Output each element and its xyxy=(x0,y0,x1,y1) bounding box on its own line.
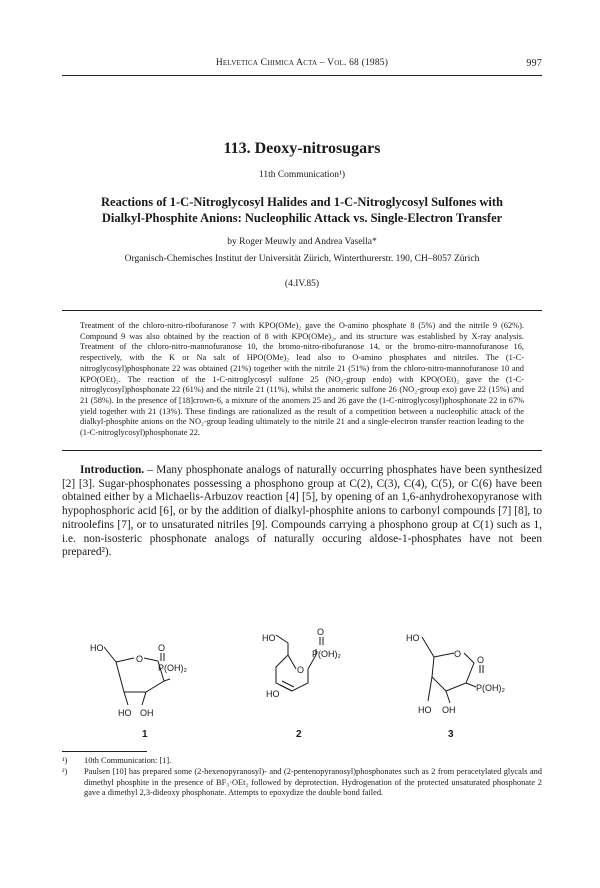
abstract xyxy=(80,321,524,439)
structure-2-ho: HO xyxy=(262,633,276,643)
structure-1-ho-2: HO xyxy=(118,708,132,718)
structure-2-double-bond xyxy=(280,681,294,691)
structure-3-oh: OH xyxy=(442,705,456,715)
abstract-top-rule xyxy=(62,310,542,311)
structure-1-poh2: P(OH)₂ xyxy=(158,663,187,673)
header-rule xyxy=(62,75,542,76)
structure-2-poh2: P(OH)₂ xyxy=(312,649,341,659)
structure-1-ring-o: O xyxy=(136,654,144,664)
footnote-1 xyxy=(62,756,542,767)
introduction-paragraph xyxy=(62,464,542,560)
structure-3-ring-o: O xyxy=(454,649,462,659)
structure-3-ho: HO xyxy=(406,633,420,643)
introduction-heading: Introduction. xyxy=(80,464,145,476)
structure-2-po-double-bond xyxy=(320,637,323,645)
paper-heading xyxy=(62,194,542,226)
structure-label-2: 2 xyxy=(296,729,302,740)
authors: by Roger Meuwly and Andrea Vasella* xyxy=(227,237,377,247)
structure-1-po-double-bond xyxy=(161,653,164,661)
structure-label-1: 1 xyxy=(142,729,148,740)
footnote-2-text: Paulsen [10] has prepared some (2-hexenopyranosyl)- and (2-pentenopyranosyl)phosphonates such as 2 from peracetylated glycals and dimethyl phosphite in the presence of BF₃·OEt₂ followed by deprotection. Hydrogenation of the protected unsaturated phosphonate 2 gave a dimethyl 2,3-dideoxy phosphonate. Attempts to epoxydize the double bond failed. xyxy=(84,766,542,798)
affiliation: Organisch-Chemisches Institut der Universität Zürich, Winterthurerstr. 190, CH–8057 Zürich xyxy=(124,254,480,264)
footnote-1-mark: ¹) xyxy=(62,756,68,765)
structure-1-o: O xyxy=(158,643,166,653)
structure-2-o: O xyxy=(317,627,325,637)
structure-3 xyxy=(422,637,483,703)
abstract-bottom-rule xyxy=(62,450,542,451)
running-head xyxy=(62,58,542,72)
structure-3-po-double-bond xyxy=(480,665,483,673)
footnote-2-mark: ²) xyxy=(62,766,68,776)
footnote-rule xyxy=(62,751,147,752)
introduction-text: – Many phosphonate analogs of naturally occurring phosphates have been synthesized [2] [3]. Sugar-phosphonates possessing a phosphono group at C(2), C(3), C(4), C(5), or C(6) have been obtained either by a Michaelis-Arbuzov reaction [4] [5], by opening of an 1,6-anhydrohexopyranose with hypophosphoric acid [6], or by the addition of dialkyl-phosphite anions to carbonyl compounds [7] [8], to nitroolefins [7], or to unsaturated nitriles [9]. Compounds carrying a phosphono group at C(1) such as 1, i.e. non-isosteric phosphonate analogs of naturally occuring aldose-1-phosphates have not been prepared²). xyxy=(62,464,542,559)
footnote-1-text: 10th Communication: [1]. xyxy=(84,756,172,765)
paper-title: 113. Deoxy-nitrosugars xyxy=(223,140,381,157)
footnotes xyxy=(62,756,542,799)
structure-2-ring-o: O xyxy=(297,665,305,675)
structure-1-ring xyxy=(104,647,164,692)
structure-1-oh: OH xyxy=(140,708,154,718)
structure-1-ho: HO xyxy=(90,643,104,653)
abstract-text: Treatment of the chloro-nitro-ribofuranose 7 with KPO(OMe)₂ gave the O-amino phosphate 8 (5%) and the nitrile 9 (62%). Compound 9 was also obtained by the reaction of 8 with KPO(OMe)₂, and its structure was established by X-ray analysis. Treatment of the chloro-nitro-mannofuranose 10, the bromo-nitro-ribofuranose 14, or the bromo-nitro-mannofuranose 16, respectively, with the K or Na salt of HPO(OMe)₂ lead also to O-amino phosphates and nitriles. The (1-C-nitroglycosyl)phosphonate 22 was obtained (21%) together with the nitrile 21 (51%) from the chloro-nitro-mannofuranose 10 and KPO(OEt)₂. The reaction of the 1-C-nitroglycosyl sulfone 25 (NO₂-group endo) with KPO(OEt)₂ gave the (1-C-nitroglycosyl)phosphonate 22 (61%) and the nitrile 21 (11%), whilst the anomeric sulfone 26 (NO₂-group exo) gave 22 (15%) and 21 (58%). In the presence of [18]crown-6, a mixture of the anomers 25 and 26 gave the (1-C-nitroglycosyl)phosphonate 22 in 67% yield together with 21 (13%). These findings are rationalized as the result of a competition between a nucleophilic attack of the dialkyl-phosphite anions on the NO₂-group leading ultimately to the nitrile 21 and a single-electron transfer reaction leading to the (1-C-nitroglycosyl)phosphonate 22. xyxy=(80,321,524,438)
received-date: (4.IV.85) xyxy=(284,279,320,289)
journal-running-title: Helvetica Chimica Acta – Vol. 68 (1985) xyxy=(215,58,389,68)
structures-figure xyxy=(62,627,542,742)
page-number: 997 xyxy=(526,58,542,69)
structure-2 xyxy=(276,635,323,691)
structure-2-ho-2: HO xyxy=(266,689,280,699)
introduction-section xyxy=(62,464,542,560)
heading-line-2: Dialkyl-Phosphite Anions: Nucleophilic Attack vs. Single-Electron Transfer xyxy=(101,211,503,225)
structure-2-ring xyxy=(276,635,316,691)
structure-3-poh2: P(OH)₂ xyxy=(476,683,505,693)
structure-3-o: O xyxy=(477,655,485,665)
paper-subtitle: 11th Communication¹) xyxy=(258,170,346,180)
heading-line-1: Reactions of 1-C-Nitroglycosyl Halides and 1-C-Nitroglycosyl Sulfones with xyxy=(101,195,503,209)
structure-3-ho-2: HO xyxy=(418,705,432,715)
footnote-2 xyxy=(62,767,542,799)
structure-label-3: 3 xyxy=(448,729,454,740)
